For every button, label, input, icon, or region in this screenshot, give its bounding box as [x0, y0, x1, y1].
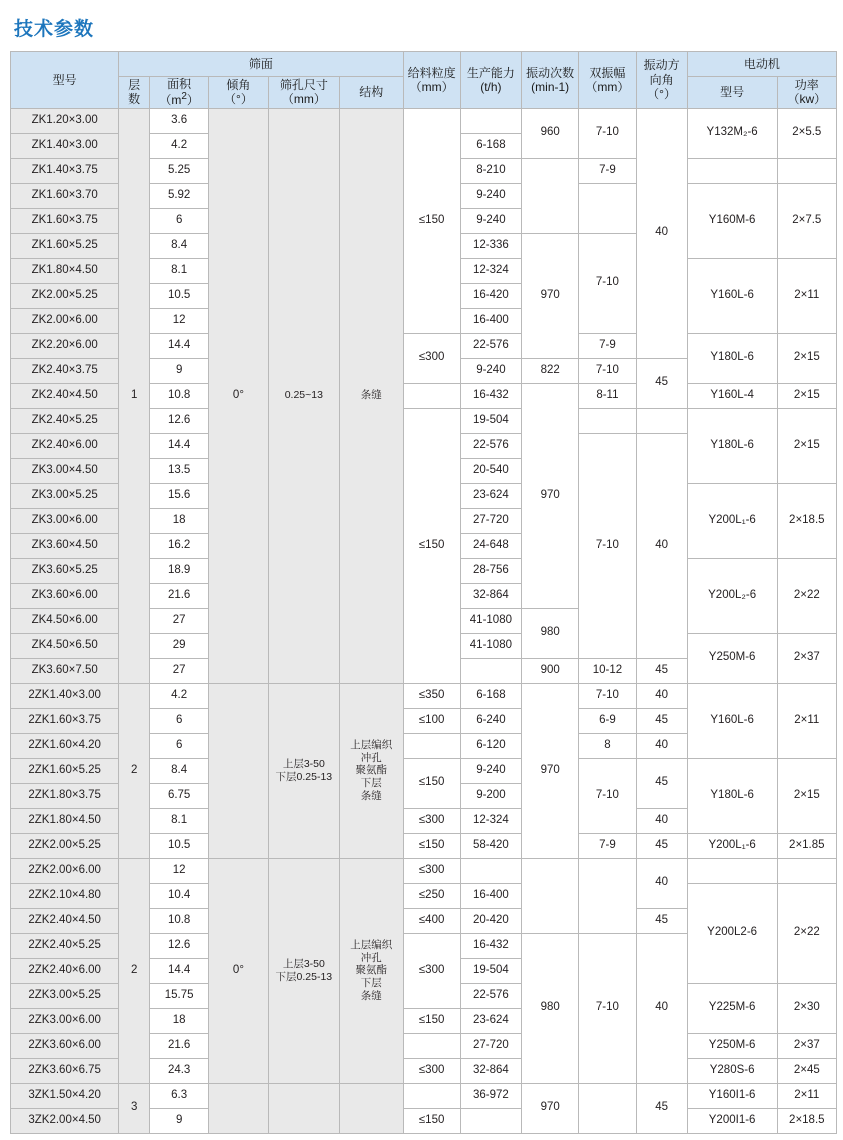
cell-feed: ≤150 [403, 408, 460, 683]
cell-incline: 0° [209, 108, 268, 683]
cell-motor-model: Y225M-6 [687, 983, 777, 1033]
cell-model: ZK1.20×3.00 [11, 108, 119, 133]
cell-frequency: 900 [522, 658, 579, 683]
cell-capacity: 27-720 [460, 508, 521, 533]
cell-model: ZK2.40×3.75 [11, 358, 119, 383]
cell-model: ZK3.60×4.50 [11, 533, 119, 558]
cell-motor-model: Y160L-6 [687, 683, 777, 758]
cell-area: 4.2 [150, 133, 209, 158]
cell-model: ZK1.40×3.00 [11, 133, 119, 158]
cell-layer: 2 [119, 683, 150, 858]
cell-layer: 2 [119, 858, 150, 1083]
cell-capacity: 32-864 [460, 1058, 521, 1083]
cell-model: ZK3.60×5.25 [11, 558, 119, 583]
cell-motor-power: 2×45 [777, 1058, 836, 1083]
cell-capacity: 20-420 [460, 908, 521, 933]
cell-direction: 40 [636, 733, 687, 758]
header-hole: 筛孔尺寸 （mm） [268, 77, 340, 109]
cell-area: 29 [150, 633, 209, 658]
cell-motor-power [777, 858, 836, 883]
cell-capacity: 9-200 [460, 783, 521, 808]
header-layer: 层 数 [119, 77, 150, 109]
cell-capacity: 6-120 [460, 733, 521, 758]
cell-direction: 45 [636, 833, 687, 858]
cell-motor-model: Y250M-6 [687, 633, 777, 683]
cell-amplitude: 7-9 [579, 833, 636, 858]
cell-capacity: 16-432 [460, 933, 521, 958]
cell-capacity [460, 108, 521, 133]
cell-amplitude: 7-9 [579, 158, 636, 183]
cell-area: 6 [150, 708, 209, 733]
cell-motor-model: Y180L-6 [687, 408, 777, 483]
cell-model: 2ZK3.00×5.25 [11, 983, 119, 1008]
cell-hole [268, 1083, 340, 1133]
cell-amplitude [579, 408, 636, 433]
table-row [11, 108, 837, 133]
cell-area: 12 [150, 308, 209, 333]
cell-model: 2ZK3.60×6.00 [11, 1033, 119, 1058]
cell-frequency: 970 [522, 683, 579, 858]
header-motor-power: 功率 （kw） [777, 77, 836, 109]
table-body [11, 108, 837, 1133]
cell-direction: 40 [636, 808, 687, 833]
cell-feed: ≤300 [403, 333, 460, 383]
cell-area: 8.1 [150, 808, 209, 833]
cell-feed: ≤150 [403, 833, 460, 858]
cell-motor-power: 2×5.5 [777, 108, 836, 158]
cell-area: 12.6 [150, 408, 209, 433]
cell-amplitude [579, 183, 636, 233]
cell-layer: 3 [119, 1083, 150, 1133]
header-capacity: 生产能力 (t/h) [460, 52, 521, 109]
cell-motor-model: Y160I1-6 [687, 1083, 777, 1108]
cell-capacity: 28-756 [460, 558, 521, 583]
cell-feed: ≤400 [403, 908, 460, 933]
cell-capacity: 27-720 [460, 1033, 521, 1058]
cell-frequency: 970 [522, 233, 579, 358]
cell-capacity: 9-240 [460, 183, 521, 208]
cell-motor-power: 2×11 [777, 683, 836, 758]
cell-model: ZK2.00×6.00 [11, 308, 119, 333]
cell-model: ZK3.60×7.50 [11, 658, 119, 683]
cell-feed: ≤300 [403, 933, 460, 1008]
cell-capacity: 9-240 [460, 208, 521, 233]
cell-direction [636, 408, 687, 433]
header-motor-group: 电动机 [687, 52, 836, 77]
cell-feed: ≤300 [403, 1058, 460, 1083]
cell-model: ZK4.50×6.00 [11, 608, 119, 633]
cell-direction: 40 [636, 433, 687, 658]
header-feed-size: 给料粒度 （mm） [403, 52, 460, 109]
cell-feed: ≤250 [403, 883, 460, 908]
cell-capacity: 6-240 [460, 708, 521, 733]
cell-model: 2ZK1.60×5.25 [11, 758, 119, 783]
cell-frequency: 960 [522, 108, 579, 158]
cell-model: ZK1.60×3.70 [11, 183, 119, 208]
cell-model: ZK3.00×6.00 [11, 508, 119, 533]
cell-amplitude: 10-12 [579, 658, 636, 683]
cell-structure: 上层编织 冲孔 聚氨酯 下层 条缝 [340, 858, 403, 1083]
cell-amplitude: 7-10 [579, 108, 636, 158]
cell-capacity: 16-400 [460, 308, 521, 333]
cell-model: 2ZK1.60×4.20 [11, 733, 119, 758]
cell-capacity: 16-432 [460, 383, 521, 408]
cell-direction: 45 [636, 1083, 687, 1133]
cell-capacity: 36-972 [460, 1083, 521, 1108]
cell-motor-power: 2×15 [777, 408, 836, 483]
cell-capacity: 32-864 [460, 583, 521, 608]
cell-area: 13.5 [150, 458, 209, 483]
cell-feed [403, 1033, 460, 1058]
cell-area: 10.8 [150, 908, 209, 933]
cell-amplitude: 7-10 [579, 758, 636, 833]
cell-area: 5.92 [150, 183, 209, 208]
cell-area: 6.3 [150, 1083, 209, 1108]
cell-model: ZK2.00×5.25 [11, 283, 119, 308]
cell-area: 21.6 [150, 1033, 209, 1058]
cell-area: 5.25 [150, 158, 209, 183]
cell-motor-power: 2×11 [777, 258, 836, 333]
table-row [11, 1083, 837, 1108]
cell-motor-model: Y250M-6 [687, 1033, 777, 1058]
header-model: 型号 [11, 52, 119, 109]
cell-motor-model: Y160L-4 [687, 383, 777, 408]
cell-capacity: 8-210 [460, 158, 521, 183]
cell-model: ZK2.40×6.00 [11, 433, 119, 458]
page-title: 技术参数 [14, 19, 95, 40]
cell-area: 6 [150, 208, 209, 233]
cell-capacity: 12-324 [460, 808, 521, 833]
cell-area: 8.4 [150, 758, 209, 783]
header-structure: 结构 [340, 77, 403, 109]
cell-direction: 45 [636, 908, 687, 933]
cell-area: 9 [150, 358, 209, 383]
cell-feed: ≤100 [403, 708, 460, 733]
cell-hole: 0.25~13 [268, 108, 340, 683]
cell-incline: 0° [209, 858, 268, 1083]
cell-motor-model: Y200L2-6 [687, 883, 777, 983]
cell-direction: 40 [636, 933, 687, 1083]
cell-direction: 40 [636, 858, 687, 908]
cell-capacity: 20-540 [460, 458, 521, 483]
cell-amplitude: 7-10 [579, 233, 636, 333]
cell-feed: ≤150 [403, 758, 460, 808]
cell-area: 12.6 [150, 933, 209, 958]
cell-feed: ≤150 [403, 1008, 460, 1033]
cell-area: 12 [150, 858, 209, 883]
cell-capacity: 12-336 [460, 233, 521, 258]
cell-motor-model: Y180L-6 [687, 333, 777, 383]
cell-feed: ≤150 [403, 1108, 460, 1133]
cell-capacity: 9-240 [460, 758, 521, 783]
cell-motor-model: Y132M₂-6 [687, 108, 777, 158]
table-row [11, 858, 837, 883]
cell-motor-power: 2×11 [777, 1083, 836, 1108]
cell-amplitude: 7-10 [579, 683, 636, 708]
cell-model: ZK3.00×4.50 [11, 458, 119, 483]
cell-model: 2ZK2.40×4.50 [11, 908, 119, 933]
cell-model: 2ZK1.40×3.00 [11, 683, 119, 708]
cell-frequency: 980 [522, 933, 579, 1083]
cell-direction: 40 [636, 108, 687, 358]
cell-capacity: 23-624 [460, 1008, 521, 1033]
cell-area: 4.2 [150, 683, 209, 708]
cell-feed: ≤300 [403, 858, 460, 883]
cell-area: 10.5 [150, 833, 209, 858]
cell-feed: ≤350 [403, 683, 460, 708]
cell-area: 6 [150, 733, 209, 758]
table-header [11, 52, 837, 109]
header-area: 面积 $(m^2)$ [150, 77, 209, 109]
cell-amplitude: 6-9 [579, 708, 636, 733]
cell-capacity [460, 658, 521, 683]
cell-capacity [460, 858, 521, 883]
cell-model: ZK2.20×6.00 [11, 333, 119, 358]
cell-model: 2ZK2.10×4.80 [11, 883, 119, 908]
cell-motor-power: 2×18.5 [777, 483, 836, 558]
cell-frequency: 980 [522, 608, 579, 658]
technical-parameters-table [10, 51, 837, 1134]
cell-model: 2ZK1.60×3.75 [11, 708, 119, 733]
cell-model: ZK1.60×3.75 [11, 208, 119, 233]
cell-model: 2ZK2.40×5.25 [11, 933, 119, 958]
cell-area: 8.1 [150, 258, 209, 283]
cell-capacity: 41-1080 [460, 633, 521, 658]
cell-frequency: 822 [522, 358, 579, 383]
cell-layer: 1 [119, 108, 150, 683]
cell-capacity: 6-168 [460, 133, 521, 158]
cell-hole: 上层3-50 下层0.25-13 [268, 858, 340, 1083]
cell-direction: 45 [636, 658, 687, 683]
cell-motor-power: 2×1.85 [777, 833, 836, 858]
cell-motor-model [687, 158, 777, 183]
cell-model: ZK4.50×6.50 [11, 633, 119, 658]
cell-model: 2ZK2.40×6.00 [11, 958, 119, 983]
cell-amplitude: 8-11 [579, 383, 636, 408]
cell-direction: 45 [636, 708, 687, 733]
cell-model: 2ZK3.00×6.00 [11, 1008, 119, 1033]
cell-capacity: 16-400 [460, 883, 521, 908]
cell-capacity: 23-624 [460, 483, 521, 508]
cell-capacity: 19-504 [460, 408, 521, 433]
cell-capacity: 16-420 [460, 283, 521, 308]
cell-hole: 上层3-50 下层0.25-13 [268, 683, 340, 858]
cell-amplitude: 7-10 [579, 358, 636, 383]
cell-capacity: 19-504 [460, 958, 521, 983]
cell-motor-model: Y200L₁-6 [687, 833, 777, 858]
cell-motor-model: Y280S-6 [687, 1058, 777, 1083]
cell-model: ZK2.40×5.25 [11, 408, 119, 433]
cell-area: 18 [150, 1008, 209, 1033]
cell-area: 21.6 [150, 583, 209, 608]
header-frequency: 振动次数 (min-1) [522, 52, 579, 109]
cell-capacity: 6-168 [460, 683, 521, 708]
cell-model: 2ZK1.80×3.75 [11, 783, 119, 808]
cell-motor-power: 2×15 [777, 383, 836, 408]
cell-model: ZK1.60×5.25 [11, 233, 119, 258]
cell-frequency [522, 858, 579, 933]
cell-area: 15.6 [150, 483, 209, 508]
cell-amplitude [579, 858, 636, 933]
cell-area: 16.2 [150, 533, 209, 558]
header-amplitude: 双振幅 （mm） [579, 52, 636, 109]
cell-motor-model: Y160L-6 [687, 258, 777, 333]
cell-amplitude: 7-10 [579, 433, 636, 658]
cell-area: 27 [150, 658, 209, 683]
cell-incline [209, 1083, 268, 1133]
cell-capacity: 24-648 [460, 533, 521, 558]
cell-area: 24.3 [150, 1058, 209, 1083]
cell-feed [403, 733, 460, 758]
cell-capacity: 22-576 [460, 433, 521, 458]
cell-motor-power: 2×30 [777, 983, 836, 1033]
cell-capacity [460, 1108, 521, 1133]
cell-frequency: 970 [522, 1083, 579, 1133]
cell-amplitude: 7-10 [579, 933, 636, 1083]
cell-area: 27 [150, 608, 209, 633]
cell-feed [403, 383, 460, 408]
cell-frequency [522, 158, 579, 233]
cell-motor-model: Y180L-6 [687, 758, 777, 833]
cell-model: 3ZK1.50×4.20 [11, 1083, 119, 1108]
cell-area: 10.5 [150, 283, 209, 308]
cell-motor-model: Y200I1-6 [687, 1108, 777, 1133]
cell-motor-power: 2×22 [777, 883, 836, 983]
cell-amplitude [579, 1083, 636, 1133]
cell-motor-model: Y200L₁-6 [687, 483, 777, 558]
cell-capacity: 58-420 [460, 833, 521, 858]
cell-model: 2ZK2.00×6.00 [11, 858, 119, 883]
cell-incline [209, 683, 268, 858]
cell-structure: 上层编织 冲孔 聚氨酯 下层 条缝 [340, 683, 403, 858]
cell-area: 6.75 [150, 783, 209, 808]
header-direction: 振动方 向角 （°） [636, 52, 687, 109]
cell-capacity: 41-1080 [460, 608, 521, 633]
cell-capacity: 12-324 [460, 258, 521, 283]
cell-motor-power: 2×15 [777, 758, 836, 833]
cell-model: ZK1.80×4.50 [11, 258, 119, 283]
table-row [11, 683, 837, 708]
cell-direction: 40 [636, 683, 687, 708]
cell-area: 8.4 [150, 233, 209, 258]
cell-feed [403, 1083, 460, 1108]
cell-model: ZK3.00×5.25 [11, 483, 119, 508]
cell-motor-power: 2×22 [777, 558, 836, 633]
cell-area: 10.8 [150, 383, 209, 408]
cell-motor-power: 2×15 [777, 333, 836, 383]
cell-area: 14.4 [150, 433, 209, 458]
cell-area: 15.75 [150, 983, 209, 1008]
cell-structure [340, 1083, 403, 1133]
cell-area: 10.4 [150, 883, 209, 908]
cell-direction: 45 [636, 758, 687, 808]
cell-frequency: 970 [522, 383, 579, 608]
cell-area: 18.9 [150, 558, 209, 583]
cell-motor-model: Y160M-6 [687, 183, 777, 258]
cell-structure: 条缝 [340, 108, 403, 683]
cell-amplitude: 8 [579, 733, 636, 758]
cell-model: ZK3.60×6.00 [11, 583, 119, 608]
cell-motor-power: 2×7.5 [777, 183, 836, 258]
cell-model: ZK1.40×3.75 [11, 158, 119, 183]
cell-model: 3ZK2.00×4.50 [11, 1108, 119, 1133]
cell-feed: ≤300 [403, 808, 460, 833]
cell-model: 2ZK1.80×4.50 [11, 808, 119, 833]
cell-direction: 45 [636, 358, 687, 408]
cell-motor-power: 2×18.5 [777, 1108, 836, 1133]
cell-capacity: 22-576 [460, 333, 521, 358]
cell-motor-power [777, 158, 836, 183]
cell-area: 9 [150, 1108, 209, 1133]
cell-model: 2ZK2.00×5.25 [11, 833, 119, 858]
cell-area: 3.6 [150, 108, 209, 133]
cell-model: 2ZK3.60×6.75 [11, 1058, 119, 1083]
cell-motor-power: 2×37 [777, 1033, 836, 1058]
cell-feed: ≤150 [403, 108, 460, 333]
header-incline: 倾角 （°） [209, 77, 268, 109]
cell-amplitude: 7-9 [579, 333, 636, 358]
cell-area: 14.4 [150, 958, 209, 983]
cell-motor-model [687, 858, 777, 883]
cell-area: 14.4 [150, 333, 209, 358]
cell-capacity: 22-576 [460, 983, 521, 1008]
cell-model: ZK2.40×4.50 [11, 383, 119, 408]
cell-capacity: 9-240 [460, 358, 521, 383]
header-motor-model: 型号 [687, 77, 777, 109]
header-screen-group: 筛面 [119, 52, 403, 77]
cell-motor-power: 2×37 [777, 633, 836, 683]
cell-area: 18 [150, 508, 209, 533]
cell-motor-model: Y200L₂-6 [687, 558, 777, 633]
